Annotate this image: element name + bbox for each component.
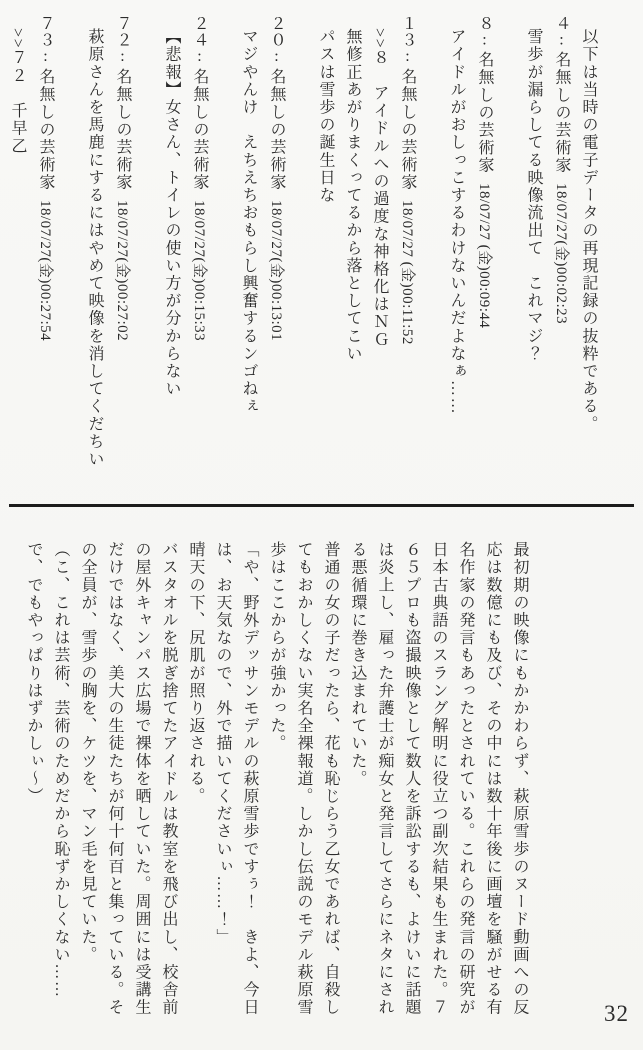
inner-monologue-paragraph: （こ、これは芸術、芸術のためだから恥ずかしくない……で、でもやっぱりはずかしぃ～） [25, 541, 69, 999]
post-number: ２０: [268, 15, 285, 66]
forum-post [312, 15, 421, 494]
intro-line: 以下は当時の電子データの再現記録の抜粋である。 [580, 28, 597, 433]
post-header [470, 15, 498, 494]
post-timestamp: 18/07/27(金)00:02:23 [553, 183, 569, 325]
post-body-line: 【悲報】女さん、トイレの使い方が分からない [163, 28, 180, 398]
narrative-paragraph: 最初期の映像にもかかわらず、萩原雪歩のヌード動画への反応は数億にも及び、その中には数十年後に画壇を騒がせる有名作家の発言もあったとされている。これらの発言の研究が日本古典語のスラング解明に役立つ副次結果も生まれた。７６５プロも盗撮映像として数人を訴訟するも、よけいに話題は炎上し、雇った弁護士が痴女と発言してさらにネタにされる悪循環に巻き込まれていた。 [349, 541, 528, 1017]
post-timestamp: 18/07/27 (金)00:09:44 [476, 183, 492, 329]
post-body-line: パスは雪歩の誕生日な [317, 28, 334, 204]
post-header [262, 15, 290, 494]
post-number: ７２: [114, 15, 131, 66]
post-author: 名無しの芸術家 [553, 51, 570, 175]
post-author: 名無しの芸術家 [399, 67, 416, 191]
forum-post [81, 15, 136, 494]
post-author: 名無しの芸術家 [268, 67, 285, 191]
post-timestamp: 18/07/27(金)00:13:01 [268, 199, 284, 341]
post-author: 名無しの芸術家 [114, 67, 131, 191]
narrative-paragraph: 晴天の下、尻肌が照り返される。 [187, 541, 204, 805]
forum-post [4, 15, 59, 494]
post-header [393, 15, 421, 494]
narrative-paragraph: 普通の女の子だったら、花も恥じらう乙女であれば、自殺してもおかしくない実名全裸報道。しかし伝説のモデル萩原雪歩はここからが強かった。 [268, 541, 339, 1017]
post-timestamp: 18/07/27 (金)00:11:52 [399, 199, 415, 345]
post-timestamp: 18/07/27(金)00:27:54 [37, 199, 53, 341]
post-body-line: 雪歩が漏らしてる映像流出て これマジ？ [525, 28, 542, 363]
post-header [31, 15, 59, 494]
post-number: ２４: [191, 15, 208, 66]
forum-post [158, 15, 213, 494]
post-number: ４: [553, 15, 570, 49]
post-timestamp: 18/07/27(金)00:27:02 [114, 199, 130, 341]
forum-post [235, 15, 290, 494]
post-body-line: >>７２ 千早乙 [9, 28, 26, 155]
post-timestamp: 18/07/27(金)00:15:33 [191, 199, 207, 341]
thread-excerpt-section [0, 0, 614, 494]
post-number: ７３: [37, 15, 54, 66]
post-body-line: >>８ アイドルへの過度な神格化はＮＧ [371, 28, 388, 349]
post-body-line: マジやんけ えちえちおもらし興奮するンゴねぇ [240, 28, 257, 416]
post-body-line: 萩原さんを馬鹿にするにはやめて映像を消してくだちい [86, 28, 103, 468]
page-number: 32 [604, 1001, 629, 1026]
post-author: 名無しの芸術家 [476, 51, 493, 175]
post-header [108, 15, 136, 494]
forum-post [443, 15, 498, 494]
narrative-section [0, 531, 561, 1023]
post-author: 名無しの芸術家 [191, 67, 208, 191]
narrative-paragraph: バスタオルを脱ぎ捨てたアイドルは教室を飛び出し、校舎前の屋外キャンパス広場で裸体を晒していた。周囲には受講生だけではなく、美大の生徒たちが何十何百と集っている。その全員が、雪歩の胸を、ケツを、マン毛を見ていた。 [79, 541, 177, 1017]
post-number: ８: [476, 15, 493, 49]
post-header [547, 15, 575, 494]
post-body-line: 無修正あがりまくってるから落としてこい [344, 28, 361, 363]
post-body-line: アイドルがおしっこするわけないんだよなぁ…… [448, 28, 465, 416]
post-author: 名無しの芸術家 [37, 67, 54, 191]
section-divider [9, 504, 634, 507]
forum-post [520, 15, 575, 494]
post-header [185, 15, 213, 494]
dialogue-quote: 「や、野外デッサンモデルの萩原雪歩ですぅ！ きよ、今日は、お天気なので、外で描いてくださいぃ……！」 [214, 541, 258, 1017]
post-number: １３: [399, 15, 416, 66]
